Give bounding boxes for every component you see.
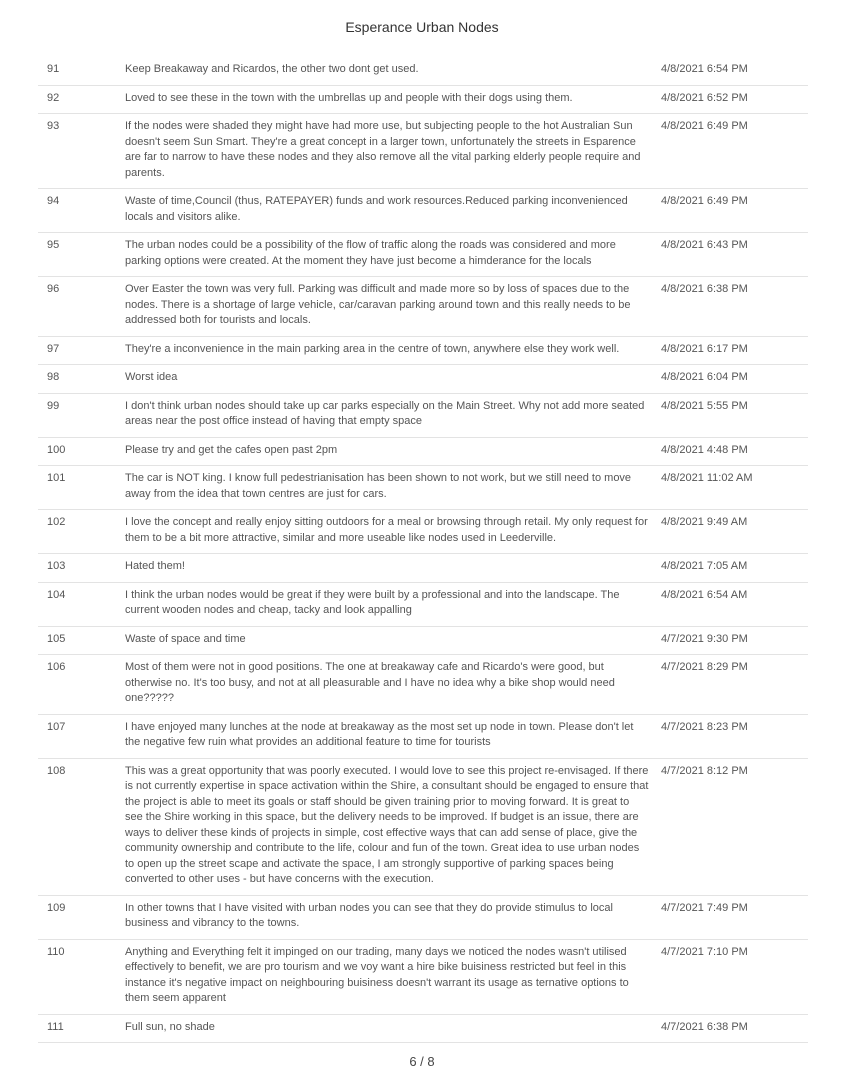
response-date: 4/8/2021 9:49 AM xyxy=(661,516,748,528)
response-text: Over Easter the town was very full. Parking was difficult and made more so by loss of spaces due to the nodes. There is a shortage of large vehicle, car/caravan parking around town and this really needs to be addressed both for tourists and locals. xyxy=(125,283,631,326)
response-date: 4/8/2021 6:43 PM xyxy=(661,239,748,251)
table-row xyxy=(38,715,808,759)
response-date: 4/8/2021 11:02 AM xyxy=(661,472,753,484)
table-row xyxy=(38,759,808,896)
response-date: 4/8/2021 6:52 PM xyxy=(661,91,748,104)
table-row xyxy=(38,277,808,337)
response-number: 94 xyxy=(47,195,60,207)
table-row xyxy=(38,655,808,715)
response-date: 4/7/2021 8:23 PM xyxy=(661,720,748,733)
response-date: 4/7/2021 9:30 PM xyxy=(661,632,748,645)
response-number: 109 xyxy=(47,901,66,914)
response-date: 4/8/2021 6:54 PM xyxy=(661,63,748,75)
response-date: 4/7/2021 8:12 PM xyxy=(661,764,748,777)
response-date: 4/8/2021 6:49 PM xyxy=(661,195,748,207)
response-number: 98 xyxy=(47,371,60,383)
response-date: 4/8/2021 6:49 PM xyxy=(661,120,748,132)
response-text: The urban nodes could be a possibility of the flow of traffic along the roads was considered and more parking options were created. At the moment they have just become a himderance for the locals xyxy=(125,239,616,267)
table-row xyxy=(38,365,808,394)
response-number: 102 xyxy=(47,516,66,528)
response-date: 4/7/2021 6:38 PM xyxy=(661,1020,748,1033)
response-number: 101 xyxy=(47,472,66,484)
table-row xyxy=(38,554,808,583)
response-number: 97 xyxy=(47,342,60,355)
response-text: Please try and get the cafes open past 2pm xyxy=(125,443,338,456)
response-number: 95 xyxy=(47,239,60,251)
responses-table xyxy=(38,58,808,1043)
page-title: Esperance Urban Nodes xyxy=(345,19,499,35)
table-row xyxy=(38,337,808,366)
response-number: 111 xyxy=(47,1020,64,1033)
response-date: 4/8/2021 6:04 PM xyxy=(661,371,748,383)
response-text: This was a great opportunity that was poorly executed. I would love to see this project re-envisaged. If there is not currently expertise in space activation within the Shire, a consultant should be engaged to ensure that the project is able to meet its goals or staff should be given training prior to moving forward. It is great to see the Shire working in this space, but the delivery needs to be improved. If budget is an issue, there are ways to deliver these kinds of projects in simple, cost effective ways that can add sense of place, give the community ownership and contribute to the life, colour and fun of the town. Great idea to use urban nodes to open up the street scape and activate the space, I am strongly supportive of parking spaces being converted to other uses - but have concerns with the execution. xyxy=(125,764,649,885)
response-number: 104 xyxy=(47,588,66,601)
table-row xyxy=(38,583,808,627)
response-date: 4/7/2021 7:49 PM xyxy=(661,901,748,914)
response-date: 4/8/2021 4:48 PM xyxy=(661,443,748,456)
table-row xyxy=(38,394,808,438)
response-text: I think the urban nodes would be great if they were built by a professional and into the landscape. The current wooden nodes and cheap, tacky and look appalling xyxy=(125,588,620,616)
response-text: In other towns that I have visited with urban nodes you can see that they do provide stimulus to local business and vibrancy to the towns. xyxy=(125,901,613,929)
response-number: 110 xyxy=(47,945,65,958)
response-number: 93 xyxy=(47,120,60,132)
response-number: 108 xyxy=(47,764,66,777)
table-row xyxy=(38,233,808,277)
response-text: I love the concept and really enjoy sitting outdoors for a meal or browsing through retail. My only request for them to be a bit more attractive, similar and more useable like nodes used in Leederville. xyxy=(125,516,648,544)
response-date: 4/8/2021 6:17 PM xyxy=(661,342,748,355)
response-text: Keep Breakaway and Ricardos, the other two dont get used. xyxy=(125,63,419,75)
response-text: Anything and Everything felt it impinged on our trading, many days we noticed the nodes wasn't utilised effectively to benefit, we are pro tourism and we voy want a hire bike buisiness restricted but feel in this instance it's negative impact on neighbouring buisiness doesn't warrant its usage as ternative options to them seem apparent xyxy=(125,945,629,1004)
response-date: 4/7/2021 7:10 PM xyxy=(661,945,748,958)
table-row xyxy=(38,58,808,86)
response-number: 100 xyxy=(47,443,66,456)
table-row xyxy=(38,896,808,940)
response-date: 4/8/2021 6:38 PM xyxy=(661,283,748,295)
response-text: Waste of space and time xyxy=(125,632,246,645)
response-text: Loved to see these in the town with the umbrellas up and people with their dogs using them. xyxy=(125,91,573,104)
response-text: Worst idea xyxy=(125,371,178,383)
response-text: Hated them! xyxy=(125,560,185,572)
response-date: 4/8/2021 7:05 AM xyxy=(661,560,748,572)
table-row xyxy=(38,438,808,467)
response-date: 4/8/2021 6:54 AM xyxy=(661,588,748,601)
response-text: If the nodes were shaded they might have had more use, but subjecting people to the hot Australian Sun doesn't seem Sun Smart. They're a great concept in a larger town, unfortunately the streets in Esparence are far to narrow to have these nodes and they also remove all the vital parking elderly people require and parents. xyxy=(125,120,641,179)
response-number: 91 xyxy=(47,63,60,75)
response-number: 106 xyxy=(47,661,66,673)
response-number: 103 xyxy=(47,560,66,572)
response-number: 96 xyxy=(47,283,60,295)
response-text: I have enjoyed many lunches at the node at breakaway as the most set up node in town. Please don't let the negative few ruin what provides an additional feature to time for tourists xyxy=(125,720,634,748)
response-text: I don't think urban nodes should take up car parks especially on the Main Street. Why not add more seated areas near the post office instead of having that empty space xyxy=(125,399,645,427)
response-text: Waste of time,Council (thus, RATEPAYER) funds and work resources.Reduced parking inconvenienced locals and visitors alike. xyxy=(125,195,628,223)
response-text: They're a inconvenience in the main parking area in the centre of town, anywhere else they work well. xyxy=(125,342,620,355)
table-row xyxy=(38,1015,808,1044)
table-row xyxy=(38,86,808,115)
response-text: Most of them were not in good positions. The one at breakaway cafe and Ricardo's were good, but otherwise no. It's too busy, and not at all pleasurable and I have no idea why a bike shop would need one????? xyxy=(125,661,615,704)
response-number: 99 xyxy=(47,399,60,412)
table-row xyxy=(38,466,808,510)
page-indicator: 6 / 8 xyxy=(409,1054,435,1069)
response-number: 105 xyxy=(47,632,66,645)
response-text: The car is NOT king. I know full pedestrianisation has been shown to not work, but we still need to move away from the idea that town centres are just for cars. xyxy=(125,472,632,500)
table-row xyxy=(38,627,808,656)
response-number: 92 xyxy=(47,91,60,104)
response-date: 4/7/2021 8:29 PM xyxy=(661,661,748,673)
response-number: 107 xyxy=(47,720,66,733)
table-row xyxy=(38,940,808,1015)
table-row xyxy=(38,114,808,189)
response-date: 4/8/2021 5:55 PM xyxy=(661,399,748,412)
response-text: Full sun, no shade xyxy=(125,1020,215,1033)
table-row xyxy=(38,189,808,233)
table-row xyxy=(38,510,808,554)
